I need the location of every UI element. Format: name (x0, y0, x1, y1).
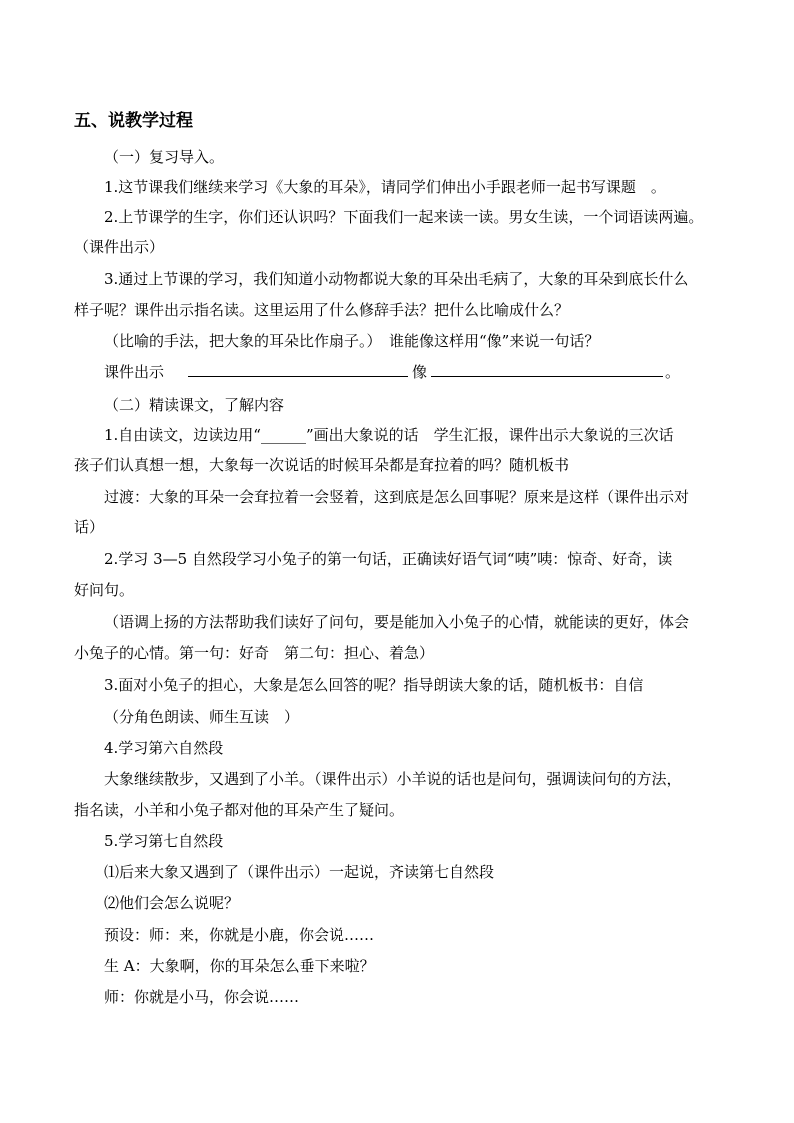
fill-in-end: 。 (665, 363, 681, 381)
paragraph-line: 3.通过上节课的学习，我们知道小动物都说大象的耳朵出毛病了，大象的耳朵到底长什么 (104, 270, 689, 288)
paragraph-line: 指名读，小羊和小兔子都对他的耳朵产生了疑问。 (74, 801, 405, 819)
paragraph-line: 生 A：大象啊，你的耳朵怎么垂下来啦？ (104, 957, 375, 975)
paragraph-line: ⑴后来大象又遇到了（课件出示）一起说，齐读第七自然段 (104, 863, 495, 881)
fill-in-line (104, 361, 680, 382)
paragraph-line: ⑵他们会怎么说呢？ (104, 894, 240, 912)
section-title: 五、说教学过程 (74, 111, 193, 131)
paragraph-line: 预设：师：来，你就是小鹿，你会说…… (104, 926, 375, 944)
paragraph-line: （比喻的手法，把大象的耳朵比作扇子。） 谁能像这样用“像”来说一句话？ (104, 332, 600, 350)
paragraph-line: （语调上扬的方法帮助我们读好了问句，要是能加入小兔子的心情，就能读的更好，体会 (104, 613, 690, 631)
paragraph-line: 大象继续散步，又遇到了小羊。（课件出示）小羊说的话也是问句，强调读问句的方法， (104, 770, 682, 788)
paragraph-line: 4.学习第六自然段 (104, 739, 224, 757)
paragraph-line: 3.面对小兔子的担心，大象是怎么回答的呢？指导朗读大象的话，随机板书：自信 (104, 676, 644, 694)
paragraph-line: 过渡：大象的耳朵一会耷拉着一会竖着，这到底是怎么回事呢？原来是这样（课件出示对 (104, 488, 690, 506)
fill-in-middle: 像 (412, 363, 428, 381)
paragraph-line: 话） (74, 518, 105, 536)
paragraph-line: 2.上节课学的生字，你们还认识吗？下面我们一起来读一读。男女生读，一个词语读两遍。 (104, 208, 704, 226)
paragraph-line: 样子呢？课件出示指名读。这里运用了什么修辞手法？把什么比喻成什么？ (74, 301, 570, 319)
fill-in-blank (431, 362, 663, 377)
paragraph-line: 好问句。 (74, 581, 135, 599)
paragraph-line: （一）复习导入。 (104, 148, 225, 166)
paragraph-line: 孩子们认真想一想，大象每一次说话的时候耳朵都是耷拉着的吗？随机板书 (74, 456, 570, 474)
paragraph-line: （分角色朗读、师生互读 ） (104, 708, 300, 726)
paragraph-line: 5.学习第七自然段 (104, 832, 224, 850)
paragraph-line: 小兔子的心情。第一句：好奇 第二句：担心、着急） (74, 644, 435, 662)
paragraph-line: （课件出示） (74, 238, 165, 256)
paragraph-line: 2.学习 3—5 自然段学习小兔子的第一句话，正确读好语气词“咦”咦：惊奇、好奇，读 (104, 550, 673, 568)
subsection-heading: （二）精读课文，了解内容 (104, 396, 285, 414)
paragraph-line: 1.这节课我们继续来学习《大象的耳朵》，请同学们伸出小手跟老师一起书写课题 。 (104, 178, 666, 196)
paragraph-line: 师：你就是小马，你会说…… (104, 988, 300, 1006)
paragraph-line: 1.自由读文，边读边用“______”画出大象说的话 学生汇报，课件出示大象说的三次话 (104, 426, 674, 444)
fill-in-label: 课件出示 (104, 363, 165, 381)
fill-in-blank (188, 362, 408, 377)
